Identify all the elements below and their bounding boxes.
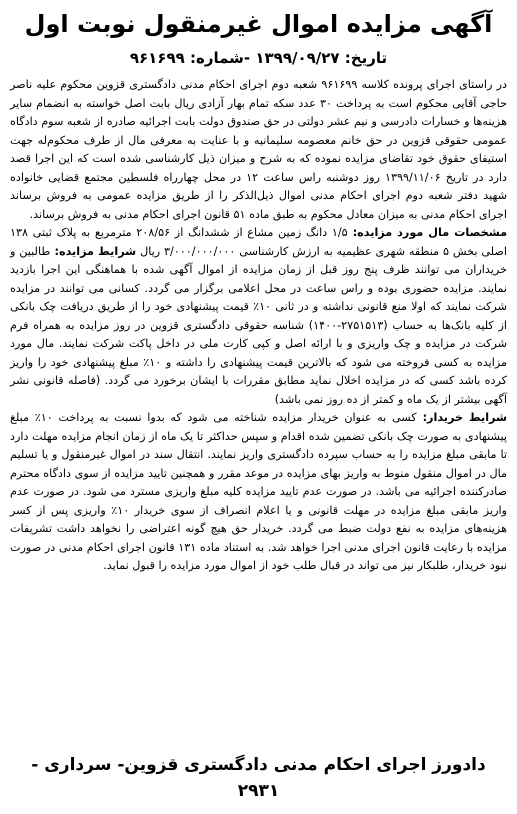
buyer-label: شرایط خریدار:	[416, 411, 507, 424]
buyer-text: کسی به عنوان خریدار مزایده شناخته می شود که بدوا نسبت به پرداخت ۱۰٪ مبلغ پیشنهادی به صورت چک بانکی تضمین شده اقدام و سپس حداکثر تا یک ماه از زمان انجام مزایده مهلت دارد تا مابقی مبلغ مزایده را به حساب سپرده دادگستری واریز نمایند. انتقال سند در اموال غیرمنقول و یا تسلیم مال در اموال منقول منوط به واریز بهای مزایده در موعد مقرر و همچنین تایید مزایده از سوی دادگاه محترم صادرکننده اجرائیه می باشد. در صورت عدم تایید مزایده کلیه مبلغ واریزی مسترد می شود. در صورت عدم واریز مابقی مبلغ مزایده در مهلت قانونی و یا اعلام انصراف از سوی خریدار ۱۰٪ واریزی پس از کسر هزینه‌های مزایده به نفع دولت ضبط می گردد. خریدار حق هیچ گونه اعتراضی را نخواهد داشت تشریفات مزایده با رعایت قانون اجرای مدنی اجرا خواهد شد. به استناد ماده ۱۳۱ قانون اجرای احکام مدنی در صورت نبود خریدار، طلبکار نیز می تواند در قبال طلب خود از اموال مورد مزایده را قبول نماید.	[10, 411, 508, 572]
conditions-text: طالبین و خریداران می توانند ظرف پنج روز قبل از زمان مزایده از اموال آگهی شده با هماهنگی این اجرا بازدید نمایند. مزایده حضوری بوده و راس ساعت در محل اعلامی برگزار می گردد. کسانی می توانند در مزایده شرکت نمایند که اولا منع قانونی نداشته و در ثانی ۱۰٪ قیمت پیشنهادی خود را از طریق دریافت چک بانکی از کلیه بانک‌ها به حساب (۲۷۵۱۵۱۳-۱۴۰۰) شناسه حقوقی دادگستری قزوین در روز مزایده به همراه فرم شرکت در مزایده و چک واریزی و با ارائه اصل و کپی کارت ملی در داخل پاکت شرکت نمایند. مال مورد مزایده به کسی فروخته می شود که بالاترین قیمت پیشنهادی را داشته و ۱۰٪ مبلغ پیشنهادی خود را واریز کرده باشد کسی که در مزایده اخلال نماید مطابق مقررات با ایشان برخورد می گردد. (فاصله قانونی نشر آگهی بیشتر از یک ماه و کمتر از ده روز نمی باشد)	[10, 244, 507, 406]
intro-paragraph: در راستای اجرای پرونده کلاسه ۹۶۱۶۹۹ شعبه دوم اجرای احکام مدنی دادگستری قزوین محکوم علیه ناصر حاجی آقایی محکوم است به پرداخت ۳۰ عدد سکه تمام بهار آزادی ریال بابت اصل خواسته به انضمام سایر هزینه‌ها و خسارات دادرسی و نیم عشر دولتی در حق صندوق دولت بابت اجرائیه صادره از شعبه سوم دادگاه عمومی حقوقی قزوین در حق خانم معصومه سلیمانیه و با عنایت به معرفی مال از طرف محکوم‌له جهت استیفای حقوق خود تقاضای مزایده نموده که به شرح و میزان ذیل کارشناسی شده است که این اجرا قصد دارد در تاریخ ۱۳۹۹/۱۱/۰۶ روز دوشنبه راس ساعت ۱۲ در محل چهارراه فلسطین مجتمع قضایی خانواده شهید دفتر شعبه دوم اجرای احکام مدنی اموال ذیل‌الذکر را از طریق مزایده عمومی به فروش برساند اجرای احکام مدنی به میزان معادل محکوم به طبق ماده ۵۱ قانون اجرای احکام مدنی به فروش برساند.	[10, 78, 508, 221]
buyer-paragraph	[10, 409, 507, 576]
signature-line: دادورز اجرای احکام مدنی دادگستری قزوین- سرداری - ۲۹۳۱	[31, 755, 486, 801]
conditions-label: شرایط مزایده:	[50, 244, 137, 258]
property-text: ۱/۵ دانگ زمین مشاع از ششدانگ از ۲۰۸/۵۶ مترمربع به پلاک ثبتی ۱۳۸ اصلی بخش ۵ منطقه شهری عظیمیه به ارزش کارشناسی ۳/۰۰۰/۰۰۰/۰۰۰ ریال	[10, 226, 507, 258]
property-paragraph	[10, 224, 507, 409]
notice-title: آگهی مزایده اموال غیرمنقول نوبت اول	[24, 10, 493, 38]
date-and-number: تاریخ: ۱۳۹۹/۰۹/۲۷ -شماره: ۹۶۱۶۹۹	[129, 49, 388, 67]
notice-body	[10, 76, 507, 576]
property-label: مشخصات مال مورد مزایده:	[347, 226, 507, 239]
